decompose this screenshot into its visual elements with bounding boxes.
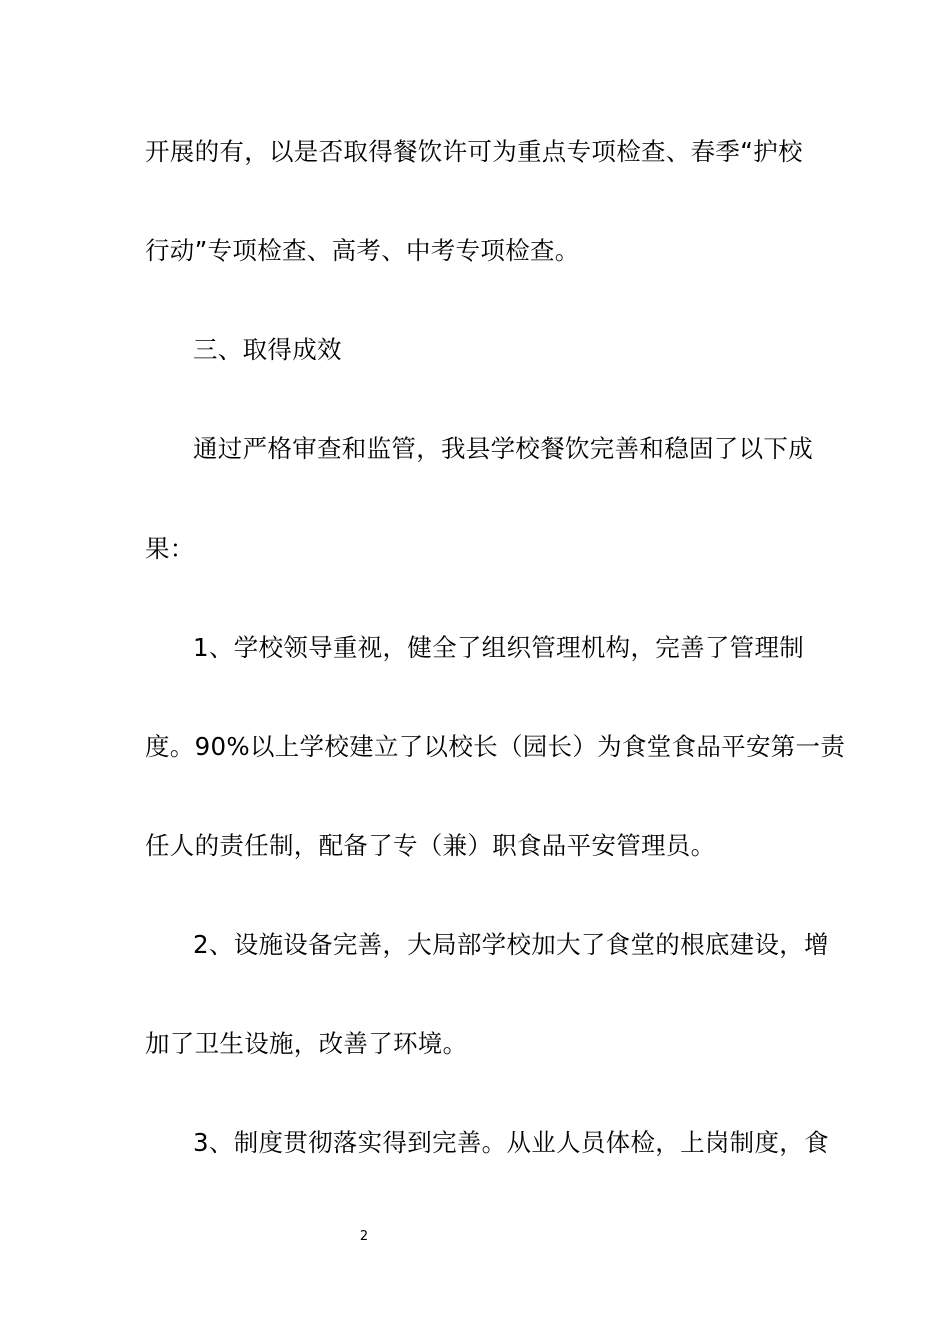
paragraph-line: 通过严格审查和监管，我县学校餐饮完善和稳固了以下成 [193,434,813,463]
list-item-2-line: 加了卫生设施，改善了环境。 [145,1029,468,1058]
paragraph-line: 开展的有，以是否取得餐饮许可为重点专项检查、春季“护校 [145,137,803,166]
paragraph-line: 行动”专项检查、高考、中考专项检查。 [145,236,580,265]
list-item-3-line: 3、制度贯彻落实得到完善。从业人员体检，上岗制度，食 [193,1128,829,1157]
list-item-1-line: 1、学校领导重视，健全了组织管理机构，完善了管理制 [193,633,805,662]
paragraph-line: 果： [145,534,195,563]
list-item-1-line: 度。90%以上学校建立了以校长（园长）为食堂食品平安第一责 [145,732,846,761]
page-number: 2 [359,1229,369,1244]
list-item-2-line: 2、设施设备完善，大局部学校加大了食堂的根底建设，增 [193,930,829,959]
list-item-1-line: 任人的责任制，配备了专（兼）职食品平安管理员。 [145,831,716,860]
section-heading: 三、取得成效 [193,335,342,364]
